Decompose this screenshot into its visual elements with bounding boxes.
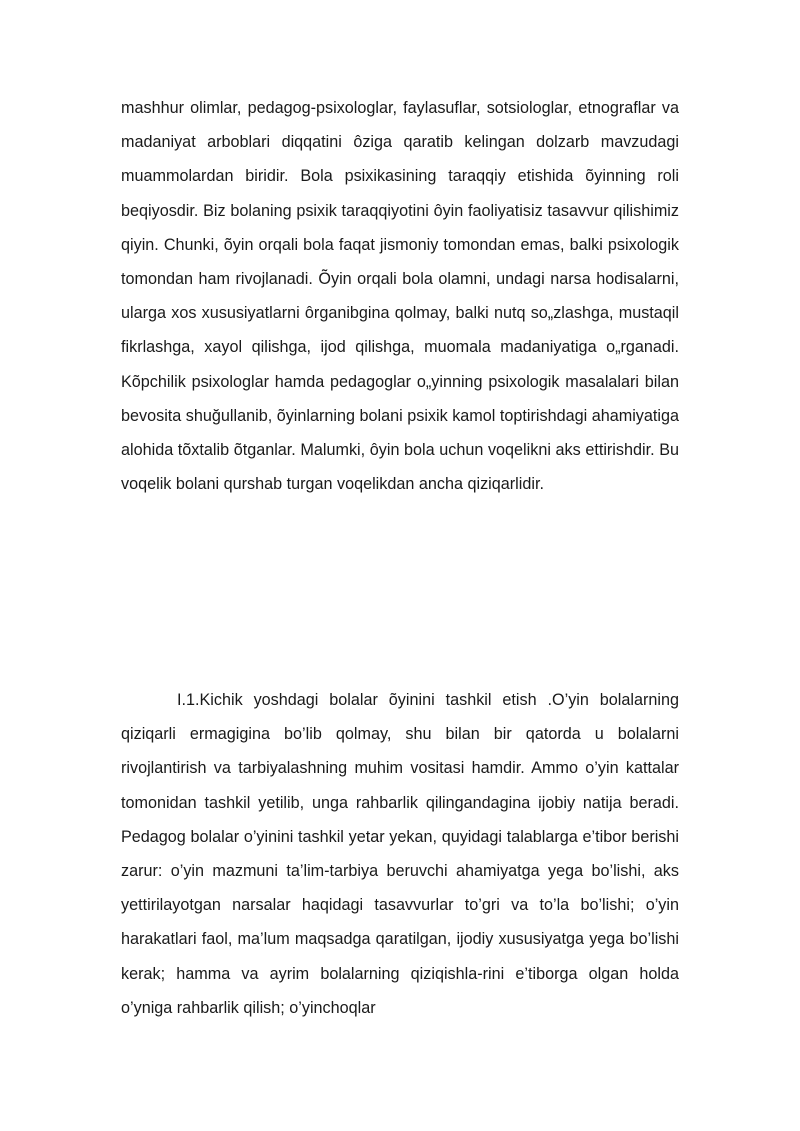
body-paragraph-2: I.1.Kichik yoshdagi bolalar õyinini tashkil etish .O’yin bolalarning qiziqarli ermagigina bo’lib qolmay, shu bilan bir qatorda u bolalarni rivojlantirish va tarbiyalashning muhim vositasi hamdir. Ammo o’yin kattalar tomonidan tashkil yetilib, unga rahbarlik qilingandagina ijobiy natija beradi. Pedagog bolalar o’yinini tashkil yetar yekan, quyidagi talablarga e’tibor berishi zarur: o’yin mazmuni ta’lim-tarbiya beruvchi ahamiyatga yega bo’lishi, aks yettirilayotgan narsalar haqidagi tasavvurlar to’gri va to’la bo’lishi; o’yin harakatlari faol, ma’lum maqsadga qaratilgan, ijodiy xususiyatga yega bo’lishi kerak; hamma va ayrim bolalarning qiziqishla-rini e’tiborga olgan holda o’yniga rahbarlik qilish; o’yinchoqlar xyxy=(121,691,679,1017)
body-paragraph-1: mashhur olimlar, pedagog-psixologlar, faylasuflar, sotsiologlar, etnograflar va madaniyat arboblari diqqatini ôziga qaratib kelingan dolzarb mavzudagi muammolardan biridir. Bola psixikasining taraqqiy etishida õyinning roli beqiyosdir. Biz bolaning psixik taraqqiyotini ôyin faoliyatisiz tasavvur qilishimiz qiyin. Chunki, õyin orqali bola faqat jismoniy tomondan emas, balki psixologik tomondan ham rivojlanadi. Õyin orqali bola olamni, undagi narsa hodisalarni, ularga xos xususiyatlarni ôrganibgina qolmay, balki nutq so„zlashga, mustaqil fikrlashga, xayol qilishga, ijod qilishga, muomala madaniyatiga o„rganadi. Kõpchilik psixologlar hamda pedagoglar o„yinning psixologik masalalari bilan bevosita shuğullanib, õyinlarning bolani psixik kamol toptirishdagi ahamiyatiga alohida tõxtalib õtganlar. Malumki, ôyin bola uchun voqelikni aks ettirishdir. Bu voqelik bolani qurshab turgan voqelikdan ancha qiziqarlidir. xyxy=(121,99,679,494)
